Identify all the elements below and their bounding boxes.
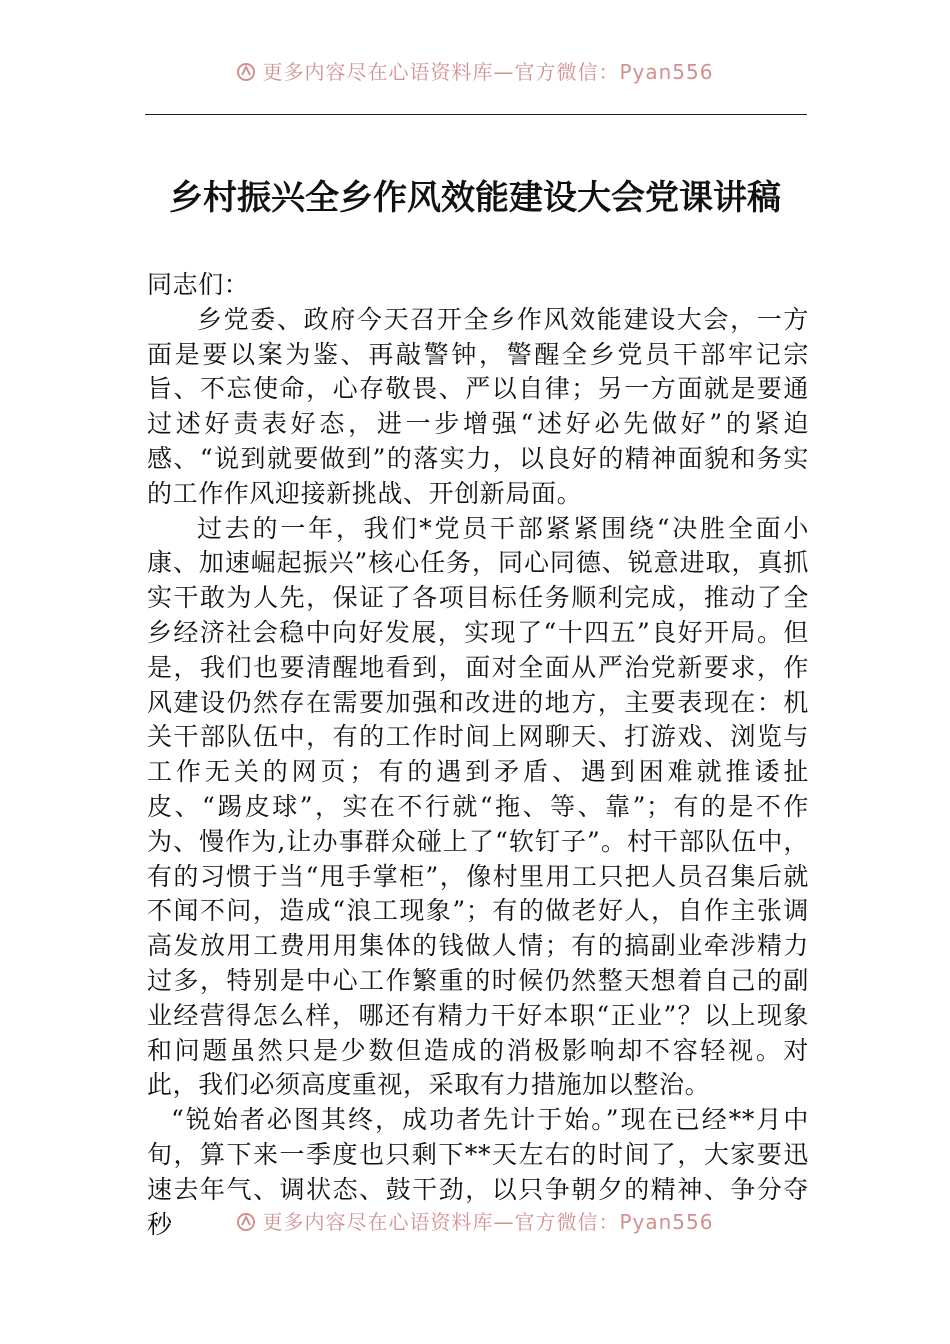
document-title: 乡村振兴全乡作风效能建设大会党课讲稿 [169,178,781,218]
paragraph-2: 过去的一年，我们*党员干部紧紧围绕“决胜全面小康、加速崛起振兴”核心任务，同心同德、锐意进取，真抓实干敢为人先，保证了各项目标任务顺利完成，推动了全乡经济社会稳中向好发展，实现了“十四五”良好开局。但是，我们也要清醒地看到，面对全面从严治党新要求，作风建设仍然存在需要加强和改进的地方，主要表现在：机关干部队伍中，有的工作时间上网聊天、打游戏、浏览与工作无关的网页；有的遇到矛盾、遇到困难就推诿扯皮、“踢皮球”，实在不行就“拖、等、靠”；有的是不作为、慢作为,让办事群众碰上了“软钉子”。村干部队伍中，有的习惯于当“甩手掌柜”，像村里用工只把人员召集后就不闻不问，造成“浪工现象”；有的做老好人，自作主张调高发放用工费用用集体的钱做人情；有的搞副业牵涉精力过多，特别是中心工作繁重的时候仍然整天想着自己的副业经营得怎么样，哪还有精力干好本职“正业”？以上现象和问题虽然只是少数但造成的消极影响却不容轻视。对此，我们必须高度重视，采取有力措施加以整治。 [147,513,809,1100]
header-watermark [0,56,950,85]
footer-watermark-text: 更多内容尽在心语资料库—官方微信：Pyan556 [262,1210,714,1234]
footer-watermark [0,1206,950,1235]
paragraph-3: “锐始者必图其终，成功者先计于始。”现在已经**月中旬，算下来一季度也只剩下**天左右的时间了，大家要迅速去年气、调状态、鼓干劲，以只争朝夕的精神、争分夺秒 [147,1105,809,1239]
header-divider [145,114,807,115]
header-watermark-text: 更多内容尽在心语资料库—官方微信：Pyan556 [262,60,714,84]
salutation: 同志们： [147,270,250,299]
watermark-logo-icon [236,62,256,82]
document-body [147,268,809,1242]
paragraph-1: 乡党委、政府今天召开全乡作风效能建设大会，一方面是要以案为鉴、再敲警钟，警醒全乡党员干部牢记宗旨、不忘使命，心存敬畏、严以自律；另一方面就是要通过述好责表好态，进一步增强“述好必先做好”的紧迫感、“说到就要做到”的落实力，以良好的精神面貌和务实的工作作风迎接新挑战、开创新局面。 [147,304,809,508]
watermark-logo-icon [236,1212,256,1232]
